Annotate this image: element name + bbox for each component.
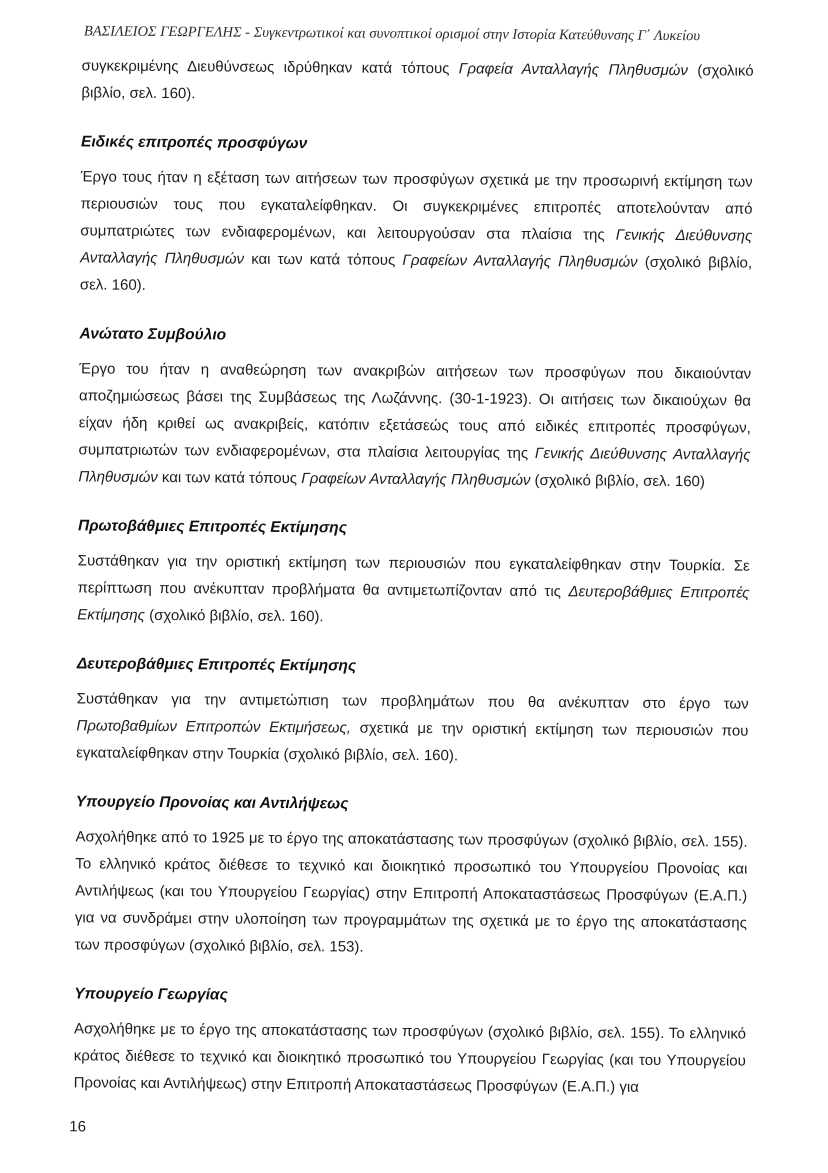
text-run: Έργο του ήταν η αναθεώρηση των ανακριβών αιτήσεων των προσφύγων που δικαιούνταν αποζημιώσεως βάσει της Συμβάσεως της Λωζάννης. (30-1-1923). Οι αιτήσεις των δικαιούχων θα είχαν ήδη κριθεί ως ανακριβείς, κατόπιν εξετάσεώς τους από ειδικές επιτροπές προσφύγων, συμπατριωτών των ενδιαφερομένων, στα πλαίσια λειτουργίας της — [78, 360, 752, 462]
text-run: σχετικά με την οριστική εκτίμηση των περιουσιών που εγκαταλείφθηκαν στην Τουρκία (σχολικό βιβλίο, σελ. 160). — [76, 719, 749, 765]
section-protovathmies-epitropes — [77, 516, 750, 633]
text-run: Ασχολήθηκε από το 1925 με το έργο της αποκατάστασης των προσφύγων (σχολικό βιβλίο, σελ. 155). Το ελληνικό κράτος διέθεσε το τεχνικό και διοικητικό προσωπικό του Υπουργείου Προνοίας και Αντιλήψεως (και του Υπουργείου Γεωργίας) στην Επιτροπή Αποκαταστάσεως Προσφύγων (Ε.Α.Π.) για να συνδράμει στην υλοποίηση των προγραμμάτων της σχετικά με το έργο της αποκατάστασης των προσφύγων (σχολικό βιβλίο, σελ. 153). — [74, 828, 748, 956]
text-run: συγκεκριμένης Διευθύνσεως ιδρύθηκαν κατά τόπους — [81, 57, 459, 78]
section-ypourgeio-pronoias — [75, 792, 748, 963]
text-run: και των κατά τόπους — [244, 250, 403, 269]
text-run: Πρωτοβαθμίων Επιτροπών Εκτιμήσεως, — [76, 717, 352, 737]
section-title: Υπουργείο Προνοίας και Αντιλήψεως — [75, 793, 349, 813]
text-run: (σχολικό βιβλίο, σελ. 160). — [144, 606, 324, 626]
intro-paragraph — [81, 52, 753, 111]
text-run: (σχολικό βιβλίο, σελ. 160). — [81, 62, 754, 103]
text-run: Συστάθηκαν για την αντιμετώπιση των προβλημάτων που θα ανέκυπταν στο έργο των — [76, 690, 749, 713]
section-title: Ανώτατο Συμβούλιο — [79, 325, 227, 344]
text-run: Γραφείων Ανταλλαγής Πληθυσμών — [301, 470, 531, 489]
section-deuterovathmies-epitropes — [76, 654, 749, 771]
section-title: Ειδικές επιτροπές προσφύγων — [80, 133, 308, 153]
text-run: Γραφεία Ανταλλαγής Πληθυσμών — [458, 60, 688, 80]
section-eidikes-epitropes — [80, 132, 753, 303]
section-title: Υπουργείο Γεωργίας — [74, 985, 228, 1004]
section-paragraph — [80, 163, 753, 303]
section-anotato-symvoulio — [78, 324, 751, 495]
section-paragraph — [75, 823, 748, 963]
text-run: Γενικής Διεύθυνσης Ανταλλαγής Πληθυσμών — [78, 444, 751, 486]
document-header: ΒΑΣΙΛΕΙΟΣ ΓΕΩΡΓΕΛΗΣ - Συγκεντρωτικοί και συνοπτικοί ορισμοί στην Ιστορία Κατεύθυνσης Γ΄ Λυκείου — [83, 23, 701, 45]
text-run: (σχολικό βιβλίο, σελ. 160) — [530, 471, 706, 491]
section-paragraph — [77, 547, 750, 633]
text-run: Δευτεροβάθμιες Επιτροπές Εκτίμησης — [77, 583, 750, 624]
text-run: και των κατά τόπους — [157, 468, 302, 488]
text-run: Έργο τους ήταν η εξέταση των αιτήσεων των προσφύγων σχετικά με την προσωρινή εκτίμηση των περιουσιών τους που εγκαταλείφθηκαν. Οι συγκεκριμένες επιτροπές αποτελούνταν από συμπατριώτες των ενδιαφερομένων, και λειτουργούσαν στα πλαίσια της — [80, 168, 753, 244]
section-title: Δευτεροβάθμιες Επιτροπές Εκτίμησης — [76, 655, 357, 675]
section-title: Πρωτοβάθμιες Επιτροπές Εκτίμησης — [77, 517, 347, 537]
text-run: Γραφείων Ανταλλαγής Πληθυσμών — [402, 251, 638, 271]
section-paragraph — [74, 1015, 747, 1101]
text-run: Ασχολήθηκε με το έργο της αποκατάστασης των προσφύγων (σχολικό βιβλίο, σελ. 155). Το ελληνικό κράτος διέθεσε το τεχνικό και διοικητικό προσωπικό του Υπουργείου Γεωργίας (και του Υπουργείου Προνοίας και Αντιλήψεως) στην Επιτροπή Αποκαταστάσεως Προσφύγων (Ε.Α.Π.) για — [73, 1020, 747, 1096]
text-run: Συστάθηκαν για την οριστική εκτίμηση των περιουσιών που εγκαταλείφθηκαν στην Τουρκία. Σε περίπτωση που ανέκυπταν προβλήματα θα αντιμετωπίζονταν από τις — [77, 552, 750, 601]
section-paragraph — [78, 355, 751, 495]
section-ypourgeio-georgias — [74, 984, 747, 1101]
text-run: Γενικής Διεύθυνσης Ανταλλαγής Πληθυσμών — [80, 226, 753, 268]
page-number: 16 — [69, 1118, 87, 1136]
section-paragraph — [76, 685, 749, 771]
text-run: (σχολικό βιβλίο, σελ. 160). — [79, 253, 753, 294]
